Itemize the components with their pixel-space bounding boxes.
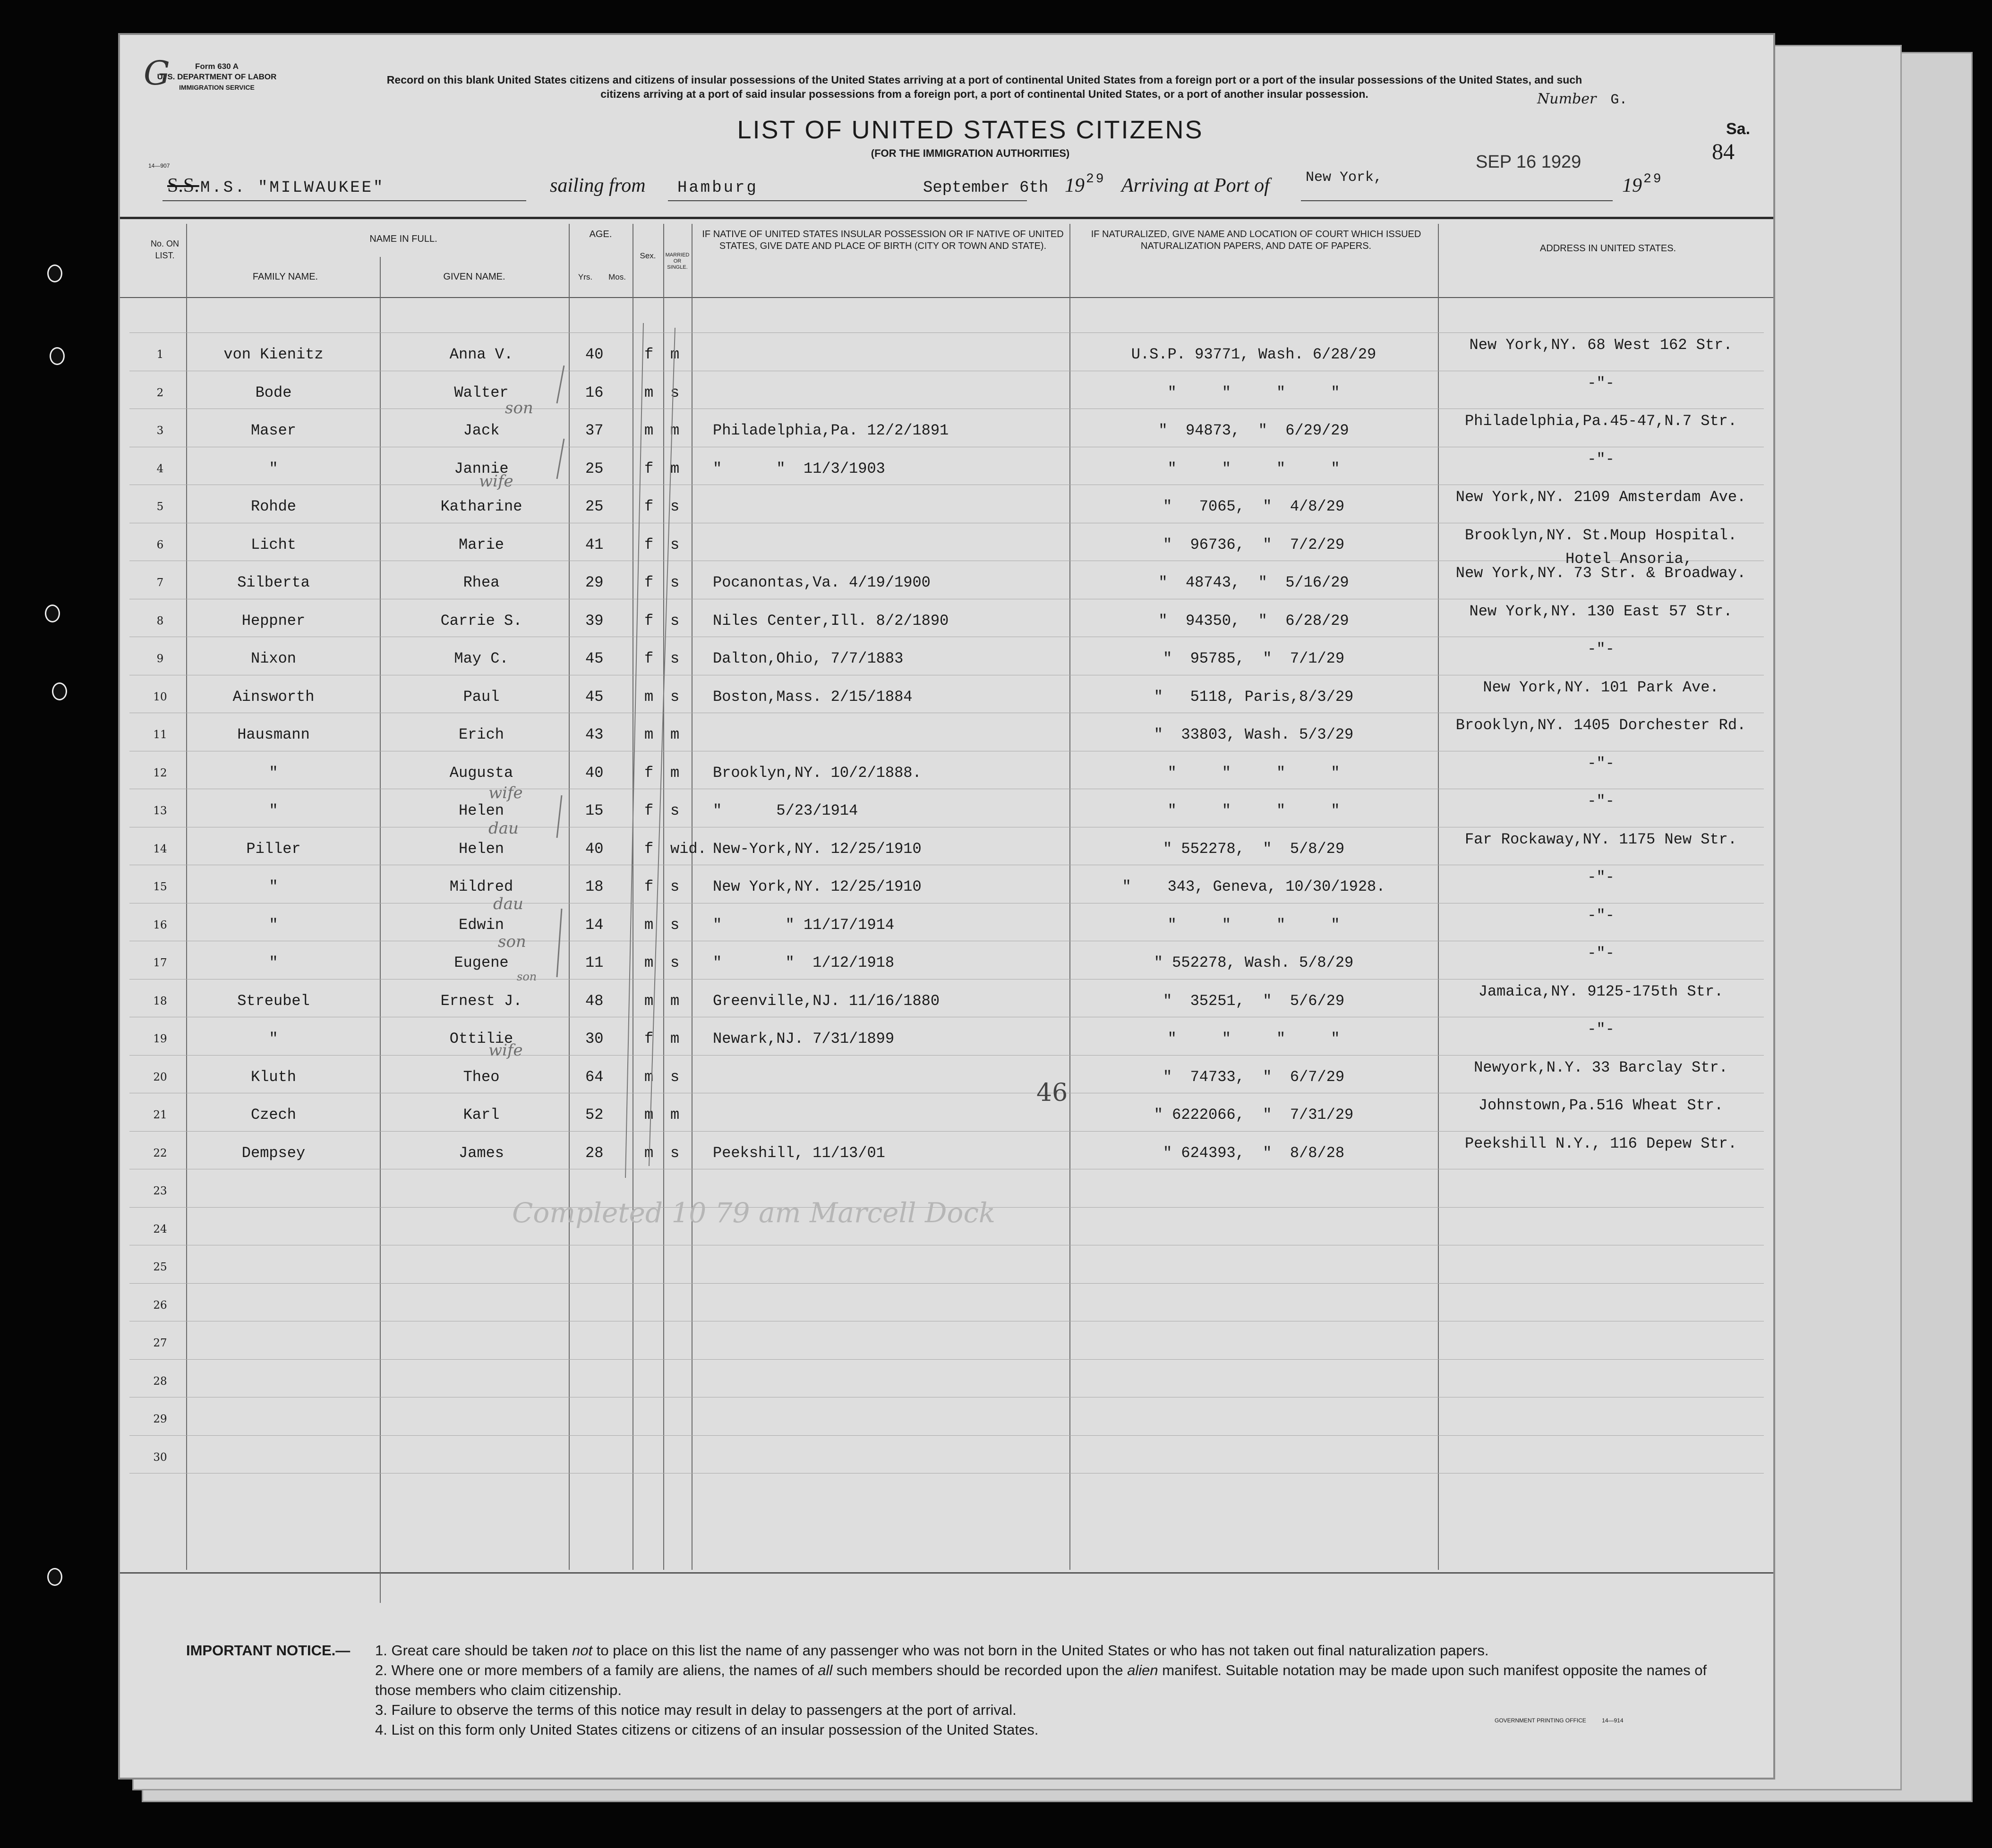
age-years-cell: 40 bbox=[585, 764, 604, 782]
sailing-from: Hamburg bbox=[677, 179, 758, 197]
age-years-cell: 41 bbox=[585, 536, 604, 554]
address-cell: New York,NY. 101 Park Ave. bbox=[1483, 678, 1719, 696]
address-cell: -"- bbox=[1587, 906, 1615, 924]
row-number: 27 bbox=[153, 1337, 167, 1349]
age-years-cell: 39 bbox=[585, 612, 604, 630]
naturalization-cell: " " " " bbox=[1167, 764, 1340, 782]
naturalization-cell: " 94350, " 6/28/29 bbox=[1158, 612, 1349, 630]
given-name-cell: Augusta bbox=[449, 764, 513, 782]
address-cell: Peekshill N.Y., 116 Depew Str. bbox=[1464, 1134, 1737, 1152]
arriving-port: New York, bbox=[1306, 170, 1383, 186]
notice-label: IMPORTANT NOTICE.— bbox=[186, 1642, 351, 1659]
margin-note: dau bbox=[488, 819, 519, 838]
naturalization-cell: " 74733, " 6/7/29 bbox=[1163, 1068, 1345, 1086]
age-years-cell: 40 bbox=[585, 840, 604, 858]
family-name-cell: Heppner bbox=[241, 612, 306, 630]
check-marks bbox=[120, 35, 1773, 1778]
sex-cell: m bbox=[644, 1068, 654, 1086]
col-head-address: ADDRESS IN UNITED STATES. bbox=[1539, 243, 1676, 254]
family-name-cell: Silberta bbox=[237, 574, 310, 591]
department-name: U. S. DEPARTMENT OF LABOR bbox=[157, 72, 277, 81]
sex-cell: f bbox=[644, 1030, 654, 1047]
naturalization-cell: " 624393, " 8/8/28 bbox=[1163, 1144, 1345, 1162]
birthplace-date-cell: " 5/23/1914 bbox=[713, 802, 858, 819]
sex-cell: f bbox=[644, 536, 654, 554]
family-name-cell: Hausmann bbox=[237, 726, 310, 743]
naturalization-cell: " 33803, Wash. 5/3/29 bbox=[1154, 726, 1354, 743]
binder-hole bbox=[45, 605, 60, 622]
marital-status-cell: s bbox=[670, 650, 680, 667]
sex-cell: m bbox=[644, 1106, 654, 1124]
count-mark: 46 bbox=[1036, 1079, 1068, 1107]
binder-hole bbox=[47, 264, 62, 282]
notice-item-4: 4. List on this form only United States citizens or citizens of an insular possession of the United States. bbox=[375, 1721, 1039, 1738]
row-number: 24 bbox=[153, 1223, 167, 1235]
given-name-cell: Jack bbox=[463, 422, 500, 439]
naturalization-cell: " 5118, Paris,8/3/29 bbox=[1154, 688, 1354, 706]
printing-office: GOVERNMENT PRINTING OFFICE 14—914 bbox=[1495, 1717, 1624, 1724]
age-years-cell: 16 bbox=[585, 383, 604, 401]
sex-cell: f bbox=[644, 460, 654, 477]
sex-cell: f bbox=[644, 840, 654, 858]
address-cell: New York,NY. 73 Str. & Broadway. bbox=[1455, 564, 1746, 582]
row-number: 25 bbox=[153, 1261, 167, 1273]
family-name-cell: von Kienitz bbox=[223, 346, 324, 363]
row-number: 2 bbox=[156, 386, 164, 399]
sex-cell: f bbox=[644, 498, 654, 515]
col-head-no: No. ON LIST. bbox=[150, 239, 179, 260]
given-name-cell: Anna V. bbox=[449, 346, 513, 363]
address-cell: Newyork,N.Y. 33 Barclay Str. bbox=[1474, 1058, 1728, 1076]
row-number: 16 bbox=[153, 919, 167, 931]
birthplace-date-cell: Boston,Mass. 2/15/1884 bbox=[713, 688, 913, 706]
naturalization-cell: " 96736, " 7/2/29 bbox=[1163, 536, 1345, 554]
binder-hole bbox=[47, 1568, 62, 1586]
row-number: 7 bbox=[156, 577, 164, 589]
sailing-year: 29 bbox=[1086, 172, 1106, 187]
row-number: 15 bbox=[153, 881, 167, 893]
naturalization-cell: " 343, Geneva, 10/30/1928. bbox=[1122, 878, 1385, 895]
naturalization-cell: " 35251, " 5/6/29 bbox=[1163, 992, 1345, 1010]
date-stamp: SEP 16 1929 bbox=[1476, 152, 1582, 172]
naturalization-cell: " 94873, " 6/29/29 bbox=[1158, 422, 1349, 439]
address-cell: -"- bbox=[1587, 792, 1615, 810]
sex-cell: f bbox=[644, 802, 654, 819]
naturalization-cell: " 6222066, " 7/31/29 bbox=[1154, 1106, 1354, 1124]
birthplace-date-cell: Niles Center,Ill. 8/2/1890 bbox=[713, 612, 949, 630]
birthplace-date-cell: " " 11/17/1914 bbox=[713, 916, 895, 934]
naturalization-cell: " " " " bbox=[1167, 383, 1340, 401]
birthplace-date-cell: " " 1/12/1918 bbox=[713, 954, 895, 971]
row-number: 26 bbox=[153, 1299, 167, 1311]
sex-cell: m bbox=[644, 954, 654, 971]
address-cell: -"- bbox=[1587, 754, 1615, 772]
age-years-cell: 14 bbox=[585, 916, 604, 934]
row-number: 19 bbox=[153, 1033, 167, 1045]
ship-prefix: S.S. bbox=[167, 175, 199, 196]
margin-note: wife bbox=[488, 783, 523, 802]
family-name-cell: Bode bbox=[255, 383, 292, 401]
naturalization-cell: " 7065, " 4/8/29 bbox=[1163, 498, 1345, 515]
row-number: 23 bbox=[153, 1185, 167, 1197]
age-years-cell: 25 bbox=[585, 498, 604, 515]
margin-note: son bbox=[517, 970, 537, 983]
sex-cell: m bbox=[644, 916, 654, 934]
family-name-cell: Maser bbox=[250, 422, 296, 439]
naturalization-cell: U.S.P. 93771, Wash. 6/28/29 bbox=[1131, 346, 1376, 363]
sa-label: Sa. bbox=[1726, 120, 1751, 138]
row-number: 8 bbox=[156, 614, 164, 627]
page-title: LIST OF UNITED STATES CITIZENS bbox=[737, 116, 1204, 144]
given-name-cell: Helen bbox=[458, 802, 504, 819]
address-cell: -"- bbox=[1587, 945, 1615, 962]
given-name-cell: Edwin bbox=[458, 916, 504, 934]
sex-cell: f bbox=[644, 574, 654, 591]
age-years-cell: 11 bbox=[585, 954, 604, 971]
family-name-cell: Nixon bbox=[250, 650, 296, 667]
given-name-cell: Rhea bbox=[463, 574, 500, 591]
binder-hole bbox=[52, 682, 67, 700]
naturalization-cell: " " " " bbox=[1167, 916, 1340, 934]
naturalization-cell: " 95785, " 7/1/29 bbox=[1163, 650, 1345, 667]
birthplace-date-cell: Brooklyn,NY. 10/2/1888. bbox=[713, 764, 922, 782]
given-name-cell: Katharine bbox=[440, 498, 522, 515]
given-name-cell: Ernest J. bbox=[440, 992, 522, 1010]
row-number: 20 bbox=[153, 1071, 167, 1083]
age-years-cell: 15 bbox=[585, 802, 604, 819]
sex-cell: f bbox=[644, 764, 654, 782]
sailing-year-prefix: 19 bbox=[1065, 175, 1085, 196]
address-cell: New York,NY. 130 East 57 Str. bbox=[1469, 602, 1733, 620]
address-cell: Jamaica,NY. 9125-175th Str. bbox=[1478, 982, 1724, 1000]
sex-cell: f bbox=[644, 612, 654, 630]
family-name-cell: Ainsworth bbox=[232, 688, 315, 706]
birthplace-date-cell: New York,NY. 12/25/1910 bbox=[713, 878, 922, 895]
marital-status-cell: s bbox=[670, 1068, 680, 1086]
age-years-cell: 18 bbox=[585, 878, 604, 895]
family-name-cell: Dempsey bbox=[241, 1144, 306, 1162]
row-number: 22 bbox=[153, 1147, 167, 1159]
marital-status-cell: m bbox=[670, 992, 680, 1010]
row-number: 30 bbox=[153, 1451, 167, 1464]
given-name-cell: Eugene bbox=[454, 954, 509, 971]
given-name-cell: Mildred bbox=[449, 878, 513, 895]
birthplace-date-cell: Dalton,Ohio, 7/7/1883 bbox=[713, 650, 904, 667]
age-years-cell: 45 bbox=[585, 650, 604, 667]
number-value: G. bbox=[1610, 92, 1628, 108]
age-years-cell: 28 bbox=[585, 1144, 604, 1162]
naturalization-cell: " " " " bbox=[1167, 802, 1340, 819]
row-number: 13 bbox=[153, 805, 167, 817]
address-cell: New York,NY. 68 West 162 Str. bbox=[1469, 336, 1733, 354]
marital-status-cell: m bbox=[670, 1106, 680, 1124]
arrival-year: 29 bbox=[1643, 172, 1663, 187]
sex-cell: f bbox=[644, 878, 654, 895]
row-number: 17 bbox=[153, 957, 167, 969]
marital-status-cell: s bbox=[670, 878, 680, 895]
birthplace-date-cell: New-York,NY. 12/25/1910 bbox=[713, 840, 922, 858]
row-number: 29 bbox=[153, 1413, 167, 1425]
naturalization-cell: " 552278, Wash. 5/8/29 bbox=[1154, 954, 1354, 971]
col-head-given: GIVEN NAME. bbox=[443, 272, 505, 282]
birthplace-date-cell: Peekshill, 11/13/01 bbox=[713, 1144, 885, 1162]
age-years-cell: 52 bbox=[585, 1106, 604, 1124]
address-cell: -"- bbox=[1587, 869, 1615, 886]
corner-mark: G bbox=[144, 54, 170, 93]
sex-cell: m bbox=[644, 992, 654, 1010]
address-cell: -"- bbox=[1587, 1021, 1615, 1038]
row-number: 28 bbox=[153, 1375, 167, 1388]
notice-item-3: 3. Failure to observe the terms of this notice may result in delay to passengers at the port of arrival. bbox=[375, 1702, 1017, 1718]
given-name-cell: Helen bbox=[458, 840, 504, 858]
row-number: 18 bbox=[153, 995, 167, 1007]
sailing-date: September 6th bbox=[923, 179, 1049, 197]
col-head-naturalized: IF NATURALIZED, GIVE NAME AND LOCATION OF COURT WHICH ISSUED NATURALIZATION PAPERS, AND DATE OF PAPERS. bbox=[1091, 229, 1421, 251]
family-name-cell: Czech bbox=[250, 1106, 296, 1124]
col-head-married: MARRIED OR SINGLE. bbox=[665, 252, 690, 270]
birthplace-date-cell: Pocanontas,Va. 4/19/1900 bbox=[713, 574, 931, 591]
address-cell: -"- bbox=[1587, 450, 1615, 468]
row-number: 3 bbox=[156, 425, 164, 437]
given-name-cell: Carrie S. bbox=[440, 612, 522, 630]
family-name-cell: " bbox=[269, 916, 278, 934]
family-name-cell: Streubel bbox=[237, 992, 310, 1010]
birthplace-date-cell: " " 11/3/1903 bbox=[713, 460, 885, 477]
marital-status-cell: m bbox=[670, 460, 680, 477]
marital-status-cell: s bbox=[670, 954, 680, 971]
row-number: 6 bbox=[156, 538, 164, 551]
margin-note: wife bbox=[488, 1041, 523, 1060]
col-head-age: AGE. bbox=[589, 229, 612, 239]
sex-cell: m bbox=[644, 1144, 654, 1162]
address-cell: Brooklyn,NY. 1405 Dorchester Rd. bbox=[1455, 716, 1746, 734]
family-name-cell: Kluth bbox=[250, 1068, 296, 1086]
col-head-birth: IF NATIVE OF UNITED STATES INSULAR POSSESSION OR IF NATIVE OF UNITED STATES, GIVE DATE AND PLACE OF BIRTH (CITY OR TOWN AND STATE). bbox=[702, 229, 1064, 251]
family-name-cell: " bbox=[269, 802, 278, 819]
row-number: 4 bbox=[156, 462, 164, 475]
family-name-cell: " bbox=[269, 1030, 278, 1047]
sex-cell: f bbox=[644, 346, 654, 363]
address-cell: Brooklyn,NY. St.Moup Hospital. bbox=[1464, 526, 1737, 544]
address-extra-cell: Hotel Ansoria, bbox=[1565, 550, 1693, 568]
page-subtitle: (FOR THE IMMIGRATION AUTHORITIES) bbox=[871, 147, 1070, 159]
naturalization-cell: " " " " bbox=[1167, 1030, 1340, 1047]
marital-status-cell: s bbox=[670, 383, 680, 401]
sex-cell: f bbox=[644, 650, 654, 667]
important-notice bbox=[186, 1641, 1745, 1740]
age-years-cell: 37 bbox=[585, 422, 604, 439]
row-number: 11 bbox=[153, 729, 167, 741]
given-name-cell: Walter bbox=[454, 383, 509, 401]
marital-status-cell: s bbox=[670, 688, 680, 706]
age-years-cell: 29 bbox=[585, 574, 604, 591]
birthplace-date-cell: Philadelphia,Pa. 12/2/1891 bbox=[713, 422, 949, 439]
ship-name: M.S. "MILWAUKEE" bbox=[200, 179, 385, 197]
page-number: 84 bbox=[1712, 139, 1735, 164]
given-name-cell: Erich bbox=[458, 726, 504, 743]
col-head-family: FAMILY NAME. bbox=[252, 272, 318, 282]
marital-status-cell: s bbox=[670, 802, 680, 819]
address-cell: New York,NY. 2109 Amsterdam Ave. bbox=[1455, 488, 1746, 506]
marital-status-cell: s bbox=[670, 916, 680, 934]
margin-note: son bbox=[505, 399, 533, 417]
age-years-cell: 45 bbox=[585, 688, 604, 706]
marital-status-cell: s bbox=[670, 1144, 680, 1162]
given-name-cell: Theo bbox=[463, 1068, 500, 1086]
given-name-cell: Karl bbox=[463, 1106, 500, 1124]
form-number: Form 630 A bbox=[195, 62, 239, 71]
naturalization-cell: " " " " bbox=[1167, 460, 1340, 477]
given-name-cell: Paul bbox=[463, 688, 500, 706]
family-name-cell: Licht bbox=[250, 536, 296, 554]
age-years-cell: 43 bbox=[585, 726, 604, 743]
birthplace-date-cell: Newark,NJ. 7/31/1899 bbox=[713, 1030, 895, 1047]
address-cell: Far Rockaway,NY. 1175 New Str. bbox=[1464, 830, 1737, 848]
family-name-cell: " bbox=[269, 954, 278, 971]
col-head-yrs: Yrs. bbox=[578, 273, 593, 281]
form-code: 14—907 bbox=[148, 162, 170, 169]
marital-status-cell: s bbox=[670, 498, 680, 515]
given-name-cell: Ottilie bbox=[449, 1030, 513, 1047]
marital-status-cell: m bbox=[670, 764, 680, 782]
sex-cell: m bbox=[644, 422, 654, 439]
record-instructions: Record on this blank United States citizens and citizens of insular possessions of the United States arriving at a port of continental United States from a foreign port or a port of the insular possessions of the United States, and such citizens arriving at a port of said insular possessions from a foreign port, a port of continental United States, or a port of another insular possession. bbox=[386, 74, 1582, 100]
marital-status-cell: m bbox=[670, 726, 680, 743]
family-name-cell: " bbox=[269, 764, 278, 782]
col-head-sex: Sex. bbox=[640, 251, 656, 260]
address-cell: Johnstown,Pa.516 Wheat Str. bbox=[1478, 1097, 1724, 1114]
row-number: 5 bbox=[156, 501, 164, 513]
row-number: 21 bbox=[153, 1109, 167, 1121]
col-head-mos: Mos. bbox=[608, 273, 626, 281]
family-name-cell: " bbox=[269, 460, 278, 477]
age-years-cell: 25 bbox=[585, 460, 604, 477]
marital-status-cell: s bbox=[670, 612, 680, 630]
naturalization-cell: " 48743, " 5/16/29 bbox=[1158, 574, 1349, 591]
marital-status-cell: wid. bbox=[670, 840, 707, 858]
manifest-page bbox=[118, 33, 1775, 1780]
given-name-cell: May C. bbox=[454, 650, 509, 667]
age-years-cell: 30 bbox=[585, 1030, 604, 1047]
address-cell: -"- bbox=[1587, 640, 1615, 658]
completion-note: Completed 10 79 am Marcell Dock bbox=[512, 1197, 996, 1229]
sailing-from-label: sailing from bbox=[550, 175, 646, 196]
service-name: IMMIGRATION SERVICE bbox=[179, 84, 255, 91]
birthplace-date-cell: Greenville,NJ. 11/16/1880 bbox=[713, 992, 940, 1010]
binder-hole bbox=[50, 347, 65, 365]
naturalization-cell: " 552278, " 5/8/29 bbox=[1163, 840, 1345, 858]
arrival-year-prefix: 19 bbox=[1622, 175, 1642, 196]
sex-cell: m bbox=[644, 383, 654, 401]
given-name-cell: James bbox=[458, 1144, 504, 1162]
margin-note: wife bbox=[479, 472, 513, 491]
marital-status-cell: m bbox=[670, 1030, 680, 1047]
given-name-cell: Jannie bbox=[454, 460, 509, 477]
margin-note: dau bbox=[493, 894, 523, 913]
number-label: Number bbox=[1537, 91, 1597, 107]
notice-item-1: 1. Great care should be taken not to place on this list the name of any passenger who was not born in the United States or who has not taken out final naturalization papers. bbox=[375, 1642, 1489, 1659]
col-head-name: NAME IN FULL. bbox=[369, 234, 437, 244]
family-name-cell: " bbox=[269, 878, 278, 895]
row-number: 12 bbox=[153, 766, 167, 779]
given-name-cell: Marie bbox=[458, 536, 504, 554]
age-years-cell: 64 bbox=[585, 1068, 604, 1086]
age-years-cell: 40 bbox=[585, 346, 604, 363]
address-cell: -"- bbox=[1587, 374, 1615, 392]
marital-status-cell: s bbox=[670, 536, 680, 554]
row-number: 14 bbox=[153, 843, 167, 855]
sex-cell: m bbox=[644, 688, 654, 706]
family-name-cell: Rohde bbox=[250, 498, 296, 515]
marital-status-cell: m bbox=[670, 422, 680, 439]
address-cell: Philadelphia,Pa.45-47,N.7 Str. bbox=[1464, 412, 1737, 430]
age-years-cell: 48 bbox=[585, 992, 604, 1010]
marital-status-cell: s bbox=[670, 574, 680, 591]
row-number: 1 bbox=[156, 349, 164, 361]
sex-cell: m bbox=[644, 726, 654, 743]
notice-item-2: 2. Where one or more members of a family are aliens, the names of all such members should be recorded upon the alien manifest. Suitable notation may be made upon such manifest opposite the names of those members who claim citizenship. bbox=[375, 1662, 1707, 1698]
arriving-label: Arriving at Port of bbox=[1121, 175, 1270, 196]
row-number: 9 bbox=[156, 653, 164, 665]
margin-note: son bbox=[498, 932, 526, 951]
family-name-cell: Piller bbox=[246, 840, 301, 858]
marital-status-cell: m bbox=[670, 346, 680, 363]
row-number: 10 bbox=[153, 690, 167, 703]
